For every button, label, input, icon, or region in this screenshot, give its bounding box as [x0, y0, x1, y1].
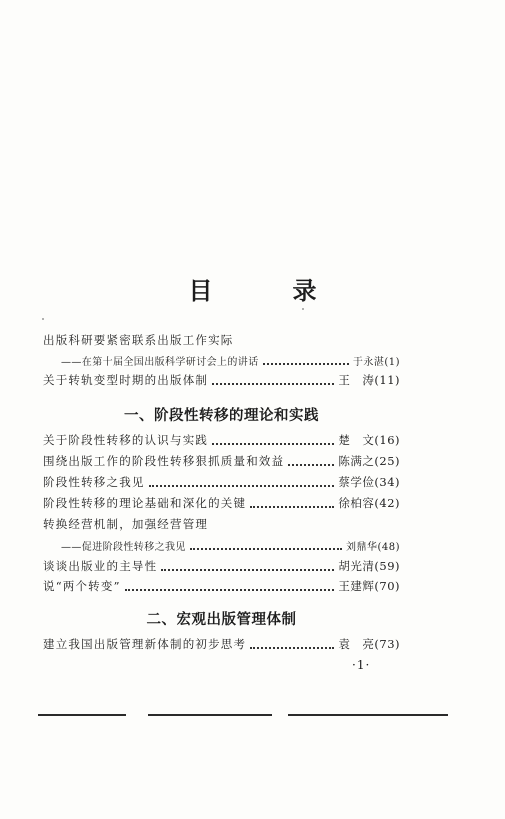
- entry-title: 转换经营机制，加强经营管理: [43, 517, 209, 531]
- entry-author: 胡光清: [338, 559, 375, 573]
- toc-entry: [43, 330, 400, 348]
- entry-page: (34): [374, 475, 400, 489]
- entry-title: 阶段性转移的理论基础和深化的关键: [43, 496, 247, 510]
- bottom-rule: [148, 714, 272, 716]
- entry-author: 陈满之: [338, 454, 375, 468]
- section-heading: 二、宏观出版管理体制: [146, 612, 297, 628]
- entry-title: 关于转轨变型时期的出版体制: [43, 373, 209, 387]
- dot-leader: [288, 458, 334, 466]
- entry-author: 楚 文: [338, 433, 375, 447]
- entry-page: (59): [374, 559, 400, 573]
- toc-entry: [43, 514, 400, 532]
- dot-leader: [212, 377, 334, 385]
- entry-page: (1): [384, 357, 400, 368]
- entry-author: 刘鼎华: [345, 542, 378, 553]
- toc-entry: [43, 556, 400, 574]
- bottom-rule: [288, 714, 448, 716]
- entry-title: 出版科研要紧密联系出版工作实际: [43, 333, 234, 347]
- scan-speck: [302, 308, 304, 310]
- section-heading: 一、阶段性转移的理论和实践: [124, 408, 319, 424]
- dot-leader: [149, 479, 335, 487]
- entry-page: (25): [374, 454, 400, 468]
- entry-title: ——在第十届全国出版科学研讨会上的讲话: [61, 357, 259, 368]
- entry-page: (73): [374, 637, 400, 651]
- entry-page: (70): [374, 579, 400, 593]
- toc-entry: [43, 370, 400, 388]
- entry-page: (11): [374, 373, 400, 387]
- scan-speck: [42, 318, 44, 320]
- entry-title: 阶段性转移之我见: [43, 475, 145, 489]
- entry-author: 于永湛: [352, 357, 385, 368]
- entry-page: (16): [374, 433, 400, 447]
- dot-leader: [125, 583, 335, 591]
- dot-leader: [250, 500, 334, 508]
- dot-leader: [161, 563, 334, 571]
- entry-title: 说“两个转变”: [43, 579, 121, 593]
- dot-leader: [190, 542, 342, 550]
- entry-author: 袁 亮: [338, 637, 375, 651]
- page-title: 目 录: [188, 276, 345, 305]
- entry-author: 王 涛: [338, 373, 375, 387]
- toc-entry: [43, 451, 400, 469]
- entry-author: 王建辉: [338, 579, 375, 593]
- bottom-rule: [38, 714, 126, 716]
- entry-page: (42): [374, 496, 400, 510]
- dot-leader: [250, 641, 334, 649]
- page-number: ·1·: [352, 658, 371, 672]
- toc-entry: [61, 535, 400, 553]
- entry-title: 建立我国出版管理新体制的初步思考: [43, 637, 247, 651]
- entry-page: (48): [377, 542, 400, 553]
- entry-title: ——促进阶段性转移之我见: [61, 542, 186, 553]
- dot-leader: [263, 357, 349, 365]
- toc-entry: [43, 634, 400, 652]
- toc-entry: [43, 430, 400, 448]
- entry-title: 谈谈出版业的主导性: [43, 559, 158, 573]
- dot-leader: [212, 437, 334, 445]
- entry-author: 徐柏容: [338, 496, 375, 510]
- entry-title: 围绕出版工作的阶段性转移狠抓质量和效益: [43, 454, 285, 468]
- toc-entry: [43, 493, 400, 511]
- toc-entry: [43, 472, 400, 490]
- toc-entry: [61, 350, 400, 368]
- entry-author: 蔡学俭: [338, 475, 375, 489]
- entry-title: 关于阶段性转移的认识与实践: [43, 433, 209, 447]
- toc-entry: [43, 576, 400, 594]
